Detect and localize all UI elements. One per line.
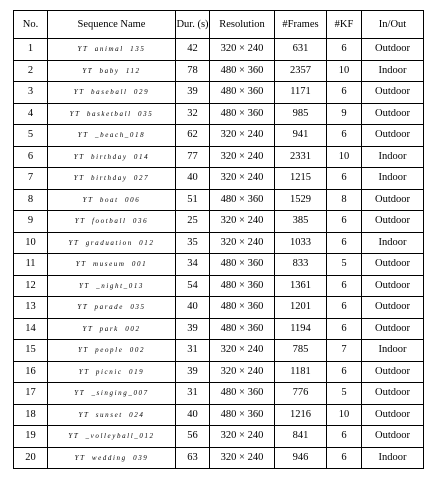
cell-resolution: 480 × 360 xyxy=(210,404,275,426)
cell-kf: 10 xyxy=(327,404,362,426)
cell-sequence-name: YT wedding 039 xyxy=(48,447,176,469)
header-duration: Dur. (s) xyxy=(176,11,210,39)
table-row xyxy=(14,254,424,276)
header-no: No. xyxy=(14,11,48,39)
cell-frames: 1215 xyxy=(275,168,327,190)
cell-no: 10 xyxy=(14,232,48,254)
cell-frames: 2331 xyxy=(275,146,327,168)
cell-sequence-name: YT people 002 xyxy=(48,340,176,362)
cell-in-out: Outdoor xyxy=(362,275,424,297)
cell-frames: 1194 xyxy=(275,318,327,340)
cell-kf: 6 xyxy=(327,426,362,448)
table-row xyxy=(14,146,424,168)
cell-sequence-name: YT football 036 xyxy=(48,211,176,233)
cell-in-out: Outdoor xyxy=(362,189,424,211)
cell-sequence-name: YT park 002 xyxy=(48,318,176,340)
cell-duration: 35 xyxy=(176,232,210,254)
cell-no: 18 xyxy=(14,404,48,426)
cell-duration: 63 xyxy=(176,447,210,469)
cell-in-out: Outdoor xyxy=(362,383,424,405)
cell-sequence-name: YT _beach_018 xyxy=(48,125,176,147)
cell-frames: 785 xyxy=(275,340,327,362)
table-row xyxy=(14,318,424,340)
table-row xyxy=(14,39,424,61)
table-row xyxy=(14,211,424,233)
cell-frames: 2357 xyxy=(275,60,327,82)
cell-no: 3 xyxy=(14,82,48,104)
cell-resolution: 480 × 360 xyxy=(210,189,275,211)
table-row xyxy=(14,82,424,104)
cell-no: 9 xyxy=(14,211,48,233)
table-row xyxy=(14,275,424,297)
cell-frames: 631 xyxy=(275,39,327,61)
header-in-out: In/Out xyxy=(362,11,424,39)
cell-duration: 40 xyxy=(176,297,210,319)
cell-no: 7 xyxy=(14,168,48,190)
cell-resolution: 320 × 240 xyxy=(210,340,275,362)
table-row xyxy=(14,125,424,147)
cell-resolution: 320 × 240 xyxy=(210,146,275,168)
cell-kf: 6 xyxy=(327,211,362,233)
cell-sequence-name: YT _singing_007 xyxy=(48,383,176,405)
cell-kf: 6 xyxy=(327,275,362,297)
cell-duration: 78 xyxy=(176,60,210,82)
table-row xyxy=(14,340,424,362)
table-row xyxy=(14,232,424,254)
table-row xyxy=(14,103,424,125)
cell-resolution: 480 × 360 xyxy=(210,275,275,297)
cell-in-out: Outdoor xyxy=(362,361,424,383)
cell-frames: 841 xyxy=(275,426,327,448)
cell-frames: 946 xyxy=(275,447,327,469)
cell-frames: 1361 xyxy=(275,275,327,297)
cell-kf: 6 xyxy=(327,82,362,104)
table-row xyxy=(14,383,424,405)
cell-duration: 39 xyxy=(176,318,210,340)
cell-duration: 56 xyxy=(176,426,210,448)
cell-resolution: 320 × 240 xyxy=(210,426,275,448)
cell-sequence-name: YT graduation 012 xyxy=(48,232,176,254)
cell-sequence-name: YT birthday 014 xyxy=(48,146,176,168)
cell-frames: 833 xyxy=(275,254,327,276)
cell-frames: 941 xyxy=(275,125,327,147)
cell-no: 20 xyxy=(14,447,48,469)
cell-sequence-name: YT boat 006 xyxy=(48,189,176,211)
cell-resolution: 480 × 360 xyxy=(210,297,275,319)
cell-no: 19 xyxy=(14,426,48,448)
header-resolution: Resolution xyxy=(210,11,275,39)
dataset-table-container xyxy=(13,10,423,469)
cell-in-out: Indoor xyxy=(362,60,424,82)
cell-in-out: Indoor xyxy=(362,232,424,254)
cell-no: 11 xyxy=(14,254,48,276)
table-body xyxy=(14,39,424,469)
cell-resolution: 320 × 240 xyxy=(210,125,275,147)
cell-kf: 6 xyxy=(327,318,362,340)
cell-duration: 42 xyxy=(176,39,210,61)
cell-in-out: Outdoor xyxy=(362,103,424,125)
cell-sequence-name: YT animal 135 xyxy=(48,39,176,61)
cell-frames: 776 xyxy=(275,383,327,405)
cell-duration: 51 xyxy=(176,189,210,211)
cell-in-out: Outdoor xyxy=(362,211,424,233)
cell-kf: 6 xyxy=(327,232,362,254)
cell-kf: 9 xyxy=(327,103,362,125)
cell-kf: 10 xyxy=(327,146,362,168)
cell-resolution: 320 × 240 xyxy=(210,39,275,61)
cell-sequence-name: YT baby 112 xyxy=(48,60,176,82)
cell-kf: 6 xyxy=(327,447,362,469)
cell-frames: 1033 xyxy=(275,232,327,254)
cell-no: 17 xyxy=(14,383,48,405)
header-frames: #Frames xyxy=(275,11,327,39)
cell-sequence-name: YT baseball 029 xyxy=(48,82,176,104)
table-row xyxy=(14,426,424,448)
cell-sequence-name: YT museum 001 xyxy=(48,254,176,276)
cell-duration: 40 xyxy=(176,168,210,190)
cell-duration: 40 xyxy=(176,404,210,426)
cell-no: 1 xyxy=(14,39,48,61)
cell-kf: 6 xyxy=(327,297,362,319)
cell-kf: 8 xyxy=(327,189,362,211)
cell-duration: 54 xyxy=(176,275,210,297)
cell-no: 16 xyxy=(14,361,48,383)
cell-in-out: Outdoor xyxy=(362,254,424,276)
cell-duration: 39 xyxy=(176,82,210,104)
cell-kf: 5 xyxy=(327,383,362,405)
cell-kf: 5 xyxy=(327,254,362,276)
cell-frames: 1529 xyxy=(275,189,327,211)
header-kf: #KF xyxy=(327,11,362,39)
table-row xyxy=(14,361,424,383)
cell-kf: 6 xyxy=(327,39,362,61)
cell-in-out: Indoor xyxy=(362,168,424,190)
cell-duration: 32 xyxy=(176,103,210,125)
table-row xyxy=(14,189,424,211)
cell-in-out: Indoor xyxy=(362,146,424,168)
cell-frames: 985 xyxy=(275,103,327,125)
cell-duration: 34 xyxy=(176,254,210,276)
cell-sequence-name: YT sunset 024 xyxy=(48,404,176,426)
table-header-row xyxy=(14,11,424,39)
cell-frames: 385 xyxy=(275,211,327,233)
cell-sequence-name: YT _volleyball_012 xyxy=(48,426,176,448)
cell-no: 8 xyxy=(14,189,48,211)
cell-resolution: 480 × 360 xyxy=(210,383,275,405)
header-sequence-name: Sequence Name xyxy=(48,11,176,39)
cell-no: 12 xyxy=(14,275,48,297)
cell-resolution: 320 × 240 xyxy=(210,232,275,254)
cell-resolution: 480 × 360 xyxy=(210,82,275,104)
cell-duration: 25 xyxy=(176,211,210,233)
cell-frames: 1216 xyxy=(275,404,327,426)
cell-in-out: Outdoor xyxy=(362,125,424,147)
cell-no: 4 xyxy=(14,103,48,125)
table-row xyxy=(14,60,424,82)
cell-no: 6 xyxy=(14,146,48,168)
cell-resolution: 480 × 360 xyxy=(210,60,275,82)
cell-frames: 1201 xyxy=(275,297,327,319)
table-row xyxy=(14,297,424,319)
cell-in-out: Outdoor xyxy=(362,404,424,426)
cell-resolution: 320 × 240 xyxy=(210,361,275,383)
cell-kf: 7 xyxy=(327,340,362,362)
cell-resolution: 320 × 240 xyxy=(210,447,275,469)
cell-sequence-name: YT picnic 019 xyxy=(48,361,176,383)
cell-in-out: Outdoor xyxy=(362,82,424,104)
cell-in-out: Outdoor xyxy=(362,39,424,61)
cell-no: 2 xyxy=(14,60,48,82)
table-row xyxy=(14,404,424,426)
cell-duration: 31 xyxy=(176,340,210,362)
cell-kf: 10 xyxy=(327,60,362,82)
cell-sequence-name: YT birthday 027 xyxy=(48,168,176,190)
cell-no: 14 xyxy=(14,318,48,340)
cell-duration: 31 xyxy=(176,383,210,405)
table-row xyxy=(14,447,424,469)
cell-resolution: 320 × 240 xyxy=(210,211,275,233)
cell-sequence-name: YT basketball 035 xyxy=(48,103,176,125)
cell-resolution: 480 × 360 xyxy=(210,318,275,340)
cell-no: 15 xyxy=(14,340,48,362)
cell-duration: 39 xyxy=(176,361,210,383)
cell-no: 5 xyxy=(14,125,48,147)
cell-in-out: Indoor xyxy=(362,340,424,362)
table-row xyxy=(14,168,424,190)
dataset-table xyxy=(13,10,424,469)
cell-sequence-name: YT _night_013 xyxy=(48,275,176,297)
cell-duration: 62 xyxy=(176,125,210,147)
cell-in-out: Outdoor xyxy=(362,318,424,340)
cell-sequence-name: YT parade 035 xyxy=(48,297,176,319)
cell-kf: 6 xyxy=(327,168,362,190)
cell-in-out: Outdoor xyxy=(362,426,424,448)
cell-kf: 6 xyxy=(327,125,362,147)
cell-frames: 1171 xyxy=(275,82,327,104)
cell-resolution: 480 × 360 xyxy=(210,254,275,276)
cell-duration: 77 xyxy=(176,146,210,168)
cell-frames: 1181 xyxy=(275,361,327,383)
cell-resolution: 480 × 360 xyxy=(210,103,275,125)
cell-resolution: 320 × 240 xyxy=(210,168,275,190)
cell-kf: 6 xyxy=(327,361,362,383)
cell-no: 13 xyxy=(14,297,48,319)
cell-in-out: Outdoor xyxy=(362,297,424,319)
cell-in-out: Indoor xyxy=(362,447,424,469)
